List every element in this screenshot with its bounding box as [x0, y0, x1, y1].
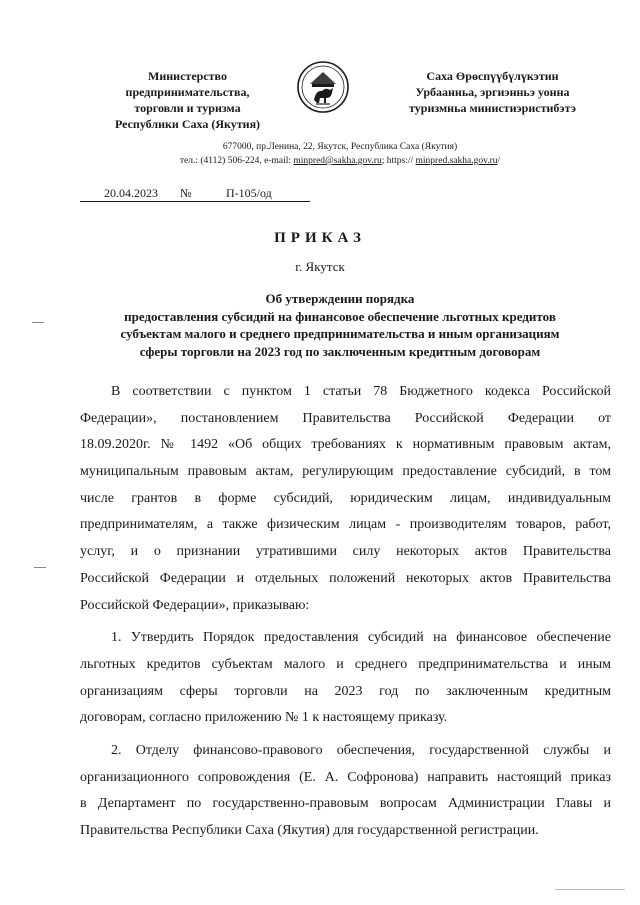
order-date: 20.04.2023: [104, 186, 158, 200]
body-line: льготных кредитов субъектам малого и среднего предпринимательства и иным: [80, 656, 611, 672]
ministry-name-line: предпринимательства,: [125, 85, 250, 99]
order-number: П-105/од: [226, 186, 272, 200]
contact-line: [60, 154, 620, 168]
body-line: 2. Отделу финансово-правового обеспечения, государственной службы и: [111, 742, 611, 758]
document-title: ПРИКАЗ: [274, 230, 366, 246]
body-line: предпринимателям, а также физическим лицам - производителям товаров, работ,: [80, 517, 611, 533]
body-line: 18.09.2020г. № 1492 «Об общих требованиях к нормативным правовым актам,: [80, 437, 611, 453]
body-line: в Департамент по государственно-правовым вопросам Администрации Главы и: [80, 796, 611, 812]
order-body: [80, 379, 611, 845]
scan-mark: [34, 567, 46, 568]
body-line: Правительства Республики Саха (Якутия) для государственной регистрации.: [80, 823, 539, 838]
body-line: числе грантов в форме субсидий, юридическим лицам, индивидуальным: [80, 490, 611, 506]
order-item-2: [80, 738, 611, 845]
registration-underline: [80, 201, 310, 202]
body-line: В соответствии с пунктом 1 статьи 78 Бюджетного кодекса Российской: [111, 384, 611, 399]
ministry-name-russian: [75, 68, 300, 132]
body-line: муниципальным правовым актам, регулирующим предоставление субсидий, в том: [80, 464, 611, 480]
body-line: договорам, согласно приложению № 1 к настоящему приказу.: [80, 710, 448, 726]
ministry-name-line: Республики Саха (Якутия): [114, 117, 261, 131]
site-suffix: /: [497, 156, 501, 166]
preamble-paragraph: [80, 379, 611, 619]
ministry-name-line: Министерство: [148, 69, 227, 83]
subject-line: предоставления субсидий на финансовое обеспечение льготных кредитов: [124, 308, 556, 324]
body-line: организациям сферы торговли на 2023 год по заключенным кредитным: [80, 683, 611, 699]
ministry-name-line: Урбаанньа, эргиэнньэ уонна: [415, 85, 570, 99]
subject-line: Об утверждении порядка: [265, 291, 415, 306]
body-line: Российской Федерации», приказываю:: [80, 597, 310, 613]
body-line: Российской Федерации и отдельных положений некоторых актов Правительства: [80, 570, 611, 586]
coat-of-arms-icon: [296, 60, 350, 114]
body-line: организационного сопровождения (Е. А. Софронова) направить настоящий приказ: [80, 769, 611, 785]
phone-text: тел.: (4112) 506-224, e-mail:: [179, 156, 294, 166]
contact-address: [60, 140, 620, 168]
ministry-name-line: Саха Өрөспүүбүлүкэтин: [426, 69, 559, 83]
website-link[interactable]: minpred.sakha.gov.ru: [415, 156, 498, 166]
body-line: 1. Утвердить Порядок предоставления субсидий на финансовое обеспечение: [111, 630, 611, 646]
registration-line: [80, 186, 310, 202]
body-line: Федерации», постановлением Правительства Российской Федерации от: [80, 410, 611, 426]
postal-address: 677000, пр.Ленина, 22, Якутск, Республика Саха (Якутия): [222, 142, 458, 152]
subject-line: сферы торговли на 2023 год по заключенным кредитным договорам: [139, 343, 541, 359]
body-line: услуг, и о признании утратившими силу некоторых актов Правительства: [80, 544, 611, 560]
site-prefix: ; https://: [381, 156, 416, 166]
document-city: г. Якутск: [295, 259, 345, 274]
letterhead: [0, 60, 640, 140]
order-item-1: [80, 625, 611, 732]
ministry-name-yakut: [380, 68, 605, 116]
email-link[interactable]: minpred@sakha.gov.ru: [293, 156, 382, 166]
scan-mark: [555, 889, 625, 890]
order-subject: [80, 290, 600, 360]
scan-mark: [32, 322, 44, 323]
ministry-name-line: торговли и туризма: [134, 101, 241, 115]
ministry-name-line: туризмньа министиэристибэтэ: [409, 101, 576, 115]
subject-line: субъектам малого и среднего предпринимательства и иным организациям: [120, 326, 560, 341]
number-sign: №: [180, 186, 192, 200]
